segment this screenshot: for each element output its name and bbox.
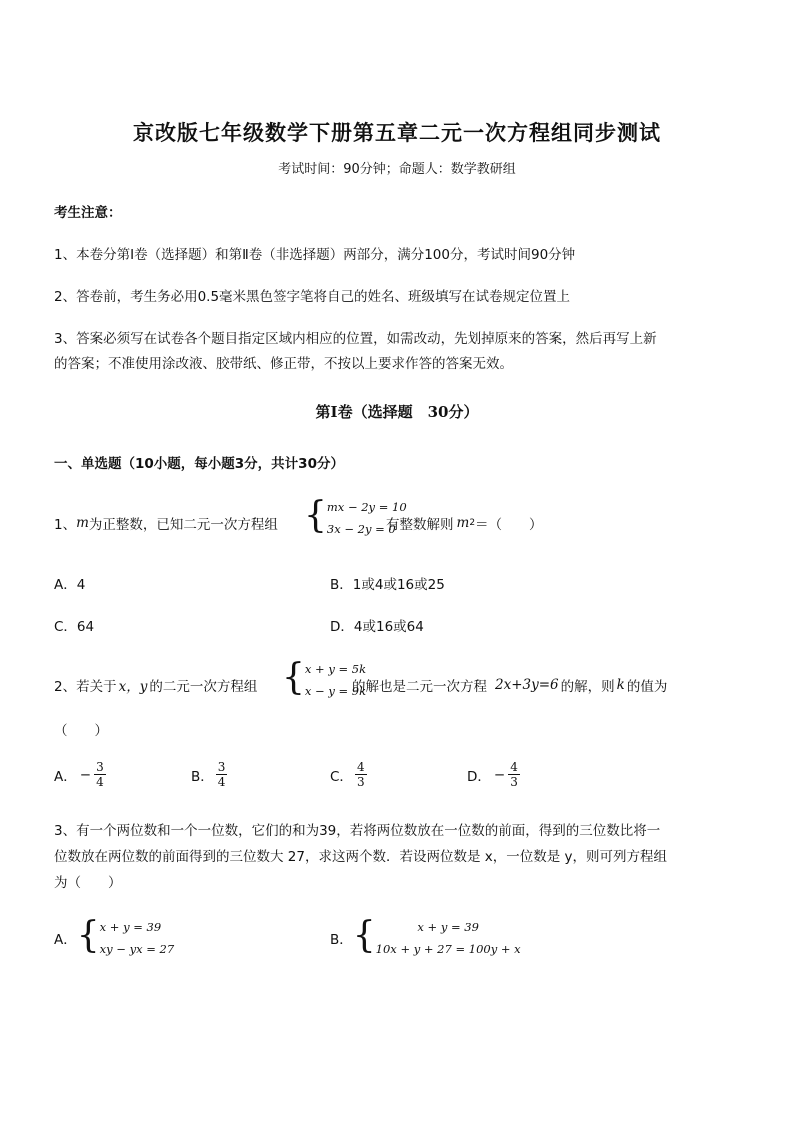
numerator: 3 (217, 760, 226, 774)
q3-option-a-equations (100, 920, 175, 956)
q1-exponent: 2 (469, 518, 476, 528)
q2-text-c: 的解，则 (560, 679, 615, 695)
numerator: 4 (356, 760, 365, 774)
q2-vars: x，y (118, 679, 148, 695)
q3-line-1: 3、有一个两位数和一个一位数，它们的和为39，若将两位数放在一位数的前面，得到的三位数比将一 (54, 823, 661, 839)
denominator: 4 (96, 775, 104, 789)
q2-option-c-label: C． (330, 768, 353, 785)
q1-text-b: 有整数解则 (386, 517, 454, 533)
q1-option-d[interactable]: D．4或16或64 (330, 619, 424, 635)
q2-prefix: 2、若关于 (54, 679, 117, 695)
denominator: 3 (356, 775, 365, 789)
part-heading: 一、单选题（10小题，每小题3分，共计30分） (54, 456, 344, 472)
question-2-tail (352, 675, 667, 695)
q2-option-b-fraction (216, 760, 228, 789)
q2-option-d-label: D． (467, 768, 491, 785)
q2-option-d[interactable] (467, 760, 520, 789)
section-title: 第Ⅰ卷（选择题 30分） (315, 403, 479, 421)
left-brace-icon: { (304, 495, 327, 536)
q3-line-2: 位数放在两位数的前面得到的三位数大 27，求这两个数．若设两位数是 x，一位数是 y，则可列方程组 (54, 849, 668, 865)
denominator: 3 (510, 775, 518, 789)
left-brace-icon: { (76, 915, 100, 956)
q1-var-m2: m (456, 515, 470, 531)
q2-option-b[interactable] (191, 760, 227, 789)
q3-b-eq1: x + y = 39 (417, 920, 479, 934)
q2-option-a-label: A． (54, 768, 77, 785)
q2-option-d-sign: − (493, 766, 506, 783)
q2-text-d: 的值为 (626, 679, 668, 695)
q2-option-a[interactable] (54, 760, 106, 789)
notice-item-3-cont: 的答案；不准使用涂改液、胶带纸、修正带，不按以上要求作答的答案无效。 (54, 356, 513, 372)
q2-text-a: 的二元一次方程组 (149, 679, 258, 695)
q1-option-b[interactable]: B．1或4或16或25 (330, 577, 445, 593)
page-title: 京改版七年级数学下册第五章二元一次方程组同步测试 (133, 120, 661, 145)
q2-text-b: 的解也是二元一次方程 (352, 679, 487, 695)
q3-a-eq1: x + y = 39 (99, 920, 162, 934)
q3-option-a[interactable] (54, 915, 175, 958)
q3-option-a-label: A． (54, 932, 77, 948)
q2-var-k: k (616, 677, 625, 693)
notice-item-3: 3、答案必须写在试卷各个题目指定区域内相应的位置，如需改动，先划掉原来的答案，然后再写上新 (54, 331, 657, 347)
q1-text-c: ＝（ ） (475, 517, 543, 533)
q2-eq2: x − y = 9k (304, 684, 367, 698)
q1-text-a: 为正整数，已知二元一次方程组 (88, 517, 278, 533)
q1-eq1: mx − 2y = 10 (326, 500, 407, 514)
q3-option-b[interactable] (330, 915, 521, 958)
q1-option-a[interactable]: A．4 (54, 577, 86, 593)
exam-info: 考试时间：90分钟；命题人：数学教研组 (278, 162, 516, 177)
question-1 (54, 513, 278, 533)
q1-var-m: m (76, 515, 89, 531)
q2-option-a-fraction (94, 760, 106, 789)
q3-a-eq2: xy − yx = 27 (99, 942, 175, 956)
q2-option-a-sign: − (79, 766, 92, 783)
left-brace-icon: { (282, 657, 305, 698)
q2-eq1: x + y = 5k (304, 662, 367, 676)
q1-number: 1、 (54, 517, 77, 533)
question-1-tail (386, 513, 543, 533)
notice-item-1: 1、本卷分第Ⅰ卷（选择题）和第Ⅱ卷（非选择题）两部分，满分100分，考试时间90分钟 (54, 247, 576, 263)
numerator: 3 (96, 760, 104, 774)
q2-option-b-label: B． (191, 768, 214, 785)
q1-option-c[interactable]: C．64 (54, 619, 95, 635)
numerator: 4 (510, 760, 518, 774)
q2-option-c-fraction (355, 760, 367, 789)
q3-option-b-system (352, 915, 521, 956)
q2-equation: 2x+3y=6 (495, 677, 559, 693)
q3-option-b-label: B． (330, 932, 353, 948)
denominator: 4 (217, 775, 226, 789)
left-brace-icon: { (352, 915, 376, 956)
q3-option-a-system (76, 915, 175, 956)
q2-option-c[interactable] (330, 760, 367, 789)
q3-b-eq2: 10x + y + 27 = 100y + x (375, 942, 521, 956)
q2-answer-paren: （ ） (54, 723, 108, 739)
q3-line-3: 为（ ） (54, 875, 122, 891)
q1-eq2: 3x − 2y = 0 (326, 522, 396, 536)
notice-heading: 考生注意： (54, 205, 122, 221)
notice-item-2: 2、答卷前，考生务必用0.5毫米黑色签字笔将自己的姓名、班级填写在试卷规定位置上 (54, 289, 571, 305)
q3-option-b-equations (376, 920, 521, 956)
q2-option-d-fraction (508, 760, 520, 789)
question-2 (54, 675, 257, 695)
